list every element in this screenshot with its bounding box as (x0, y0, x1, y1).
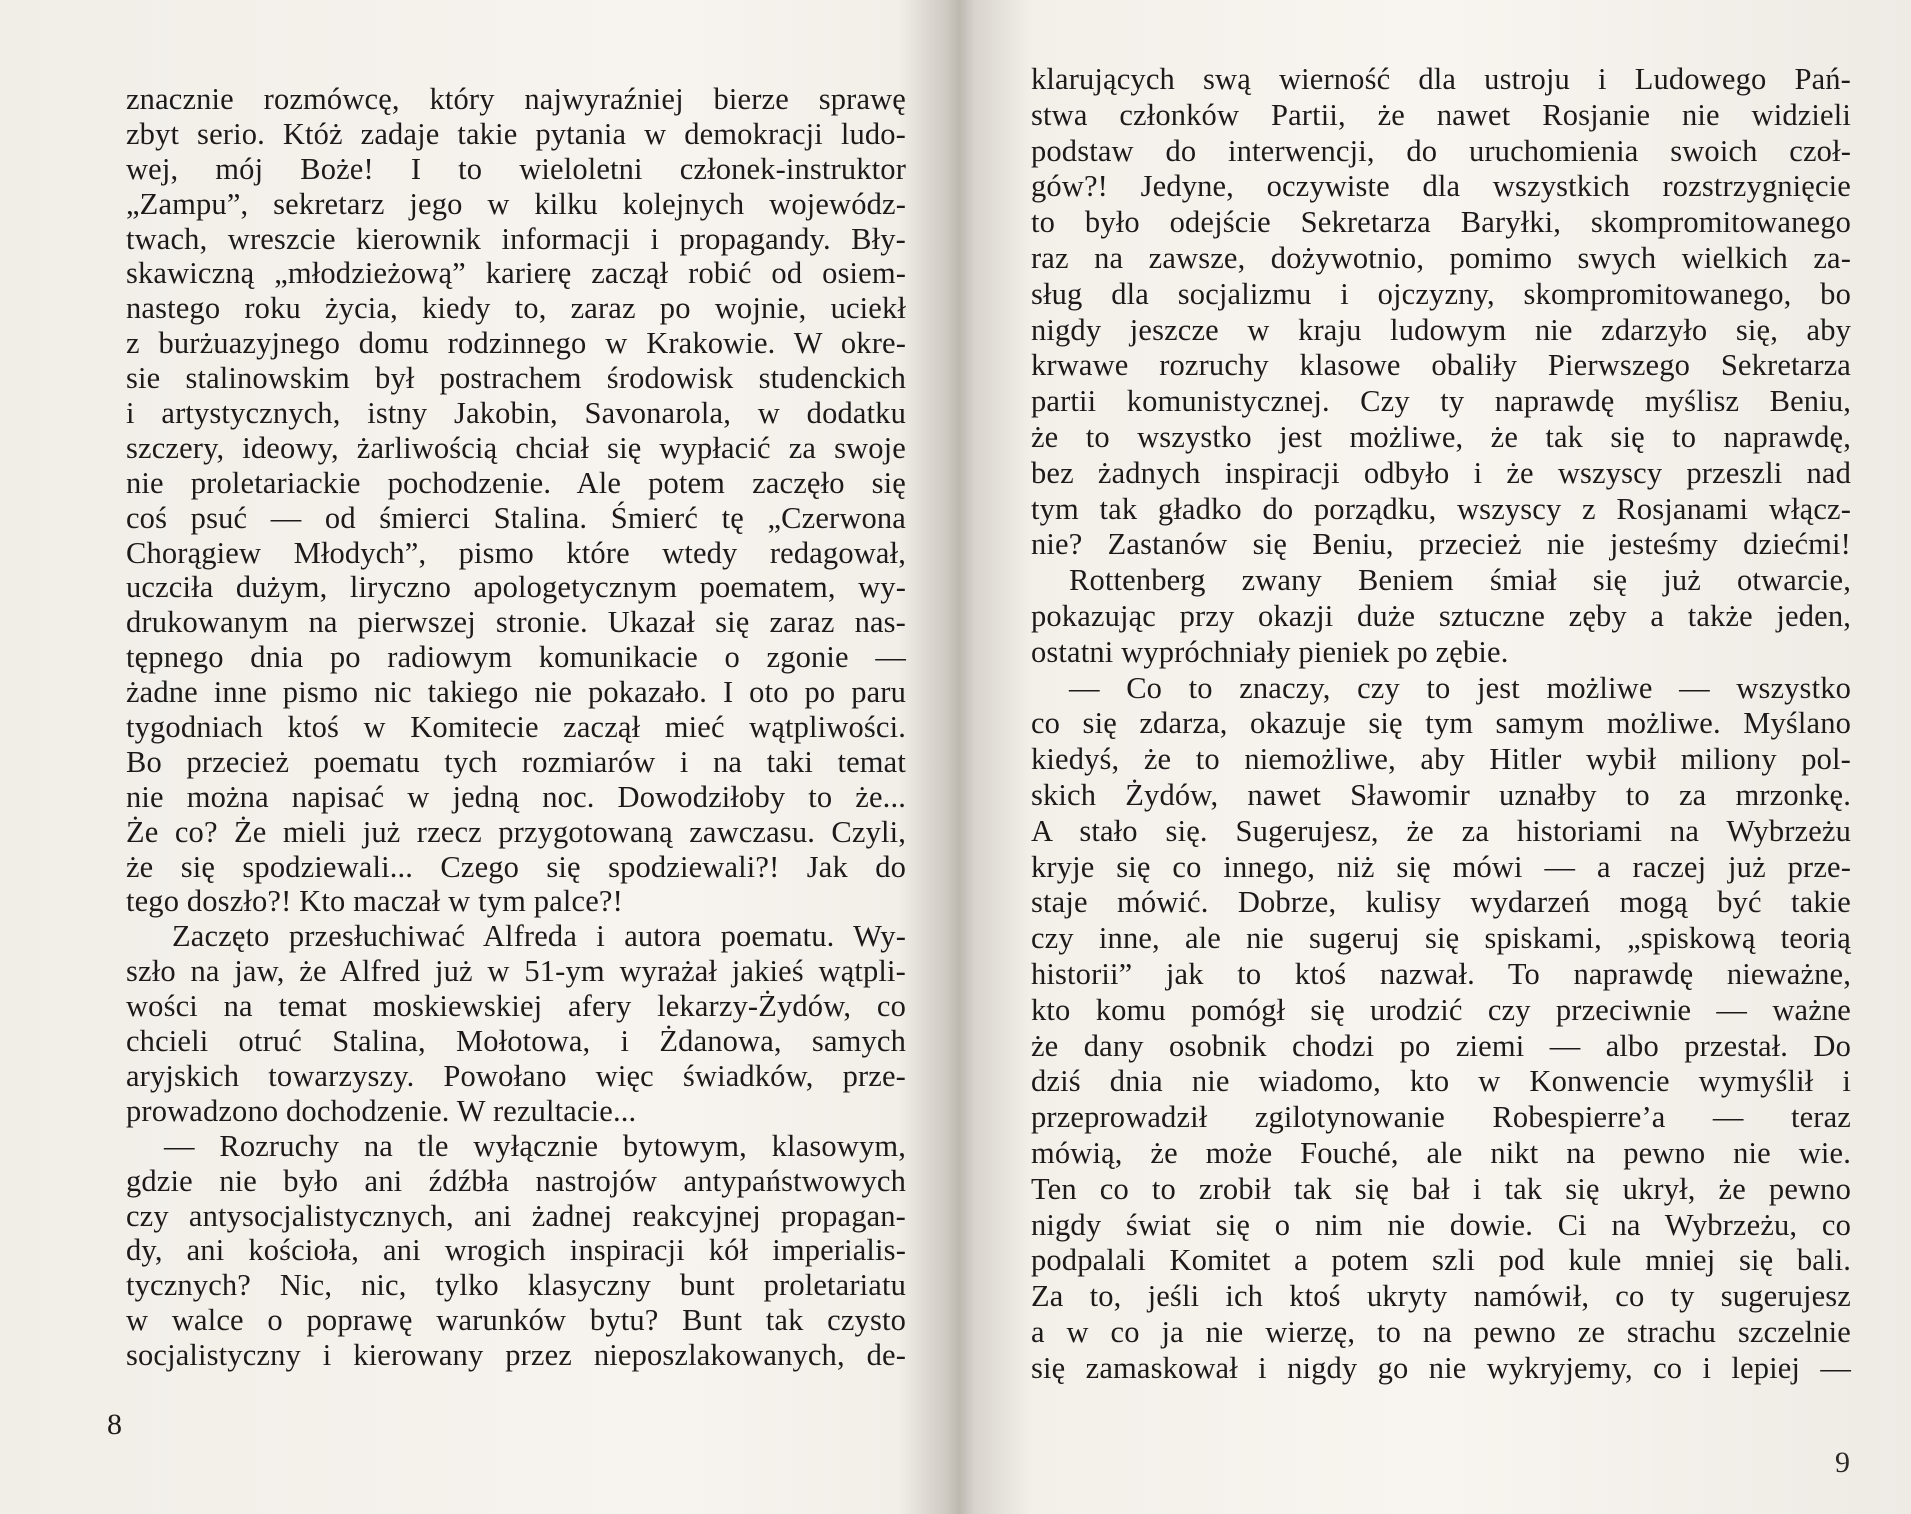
text-line: drukowanym na pierwszej stronie. Ukazał się zaraz nas- (126, 605, 906, 640)
text-line: co się zdarza, okazuje się tym samym możliwe. Myślano (1031, 706, 1851, 741)
text-line: kto komu pomógł się urodzić czy przeciwnie — ważne (1031, 992, 1851, 1027)
text-line: partii komunistycznej. Czy ty naprawdę myślisz Beniu, (1031, 384, 1851, 419)
page-number: 8 (107, 1408, 122, 1441)
text-line: skawiczną „młodzieżową” karierę zaczął robić od osiem- (126, 256, 906, 291)
text-line: w walce o poprawę warunków bytu? Bunt tak czysto (126, 1303, 906, 1338)
text-line: — Rozruchy na tle wyłącznie bytowym, klasowym, (164, 1128, 906, 1163)
text-line: skich Żydów, nawet Sławomir uznałby to za mrzonkę. (1031, 777, 1851, 812)
text-line: tygodniach ktoś w Komitecie zaczął mieć wątpliwości. (126, 710, 906, 745)
text-line: nie można napisać w jedną noc. Dowodziłoby to że... (126, 779, 906, 814)
text-line: coś psuć — od śmierci Stalina. Śmierć tę „Czerwona (126, 500, 906, 535)
text-line: twach, wreszcie kierownik informacji i propagandy. Bły- (126, 221, 906, 256)
text-line: się zamaskował i nigdy go nie wykryjemy, co i lepiej — (1031, 1350, 1851, 1385)
text-line: dy, ani kościoła, ani wrogich inspiracji kół imperialis- (126, 1233, 906, 1268)
text-line: dziś dnia nie wiadomo, kto w Konwencie wymyślił i (1031, 1064, 1851, 1099)
text-line: tym tak gładko do porządku, wszyscy z Rosjanami włącz- (1031, 491, 1851, 526)
text-line: sług dla socjalizmu i ojczyzny, skompromitowanego, bo (1031, 276, 1851, 311)
text-line: wości na temat moskiewskiej afery lekarzy-Żydów, co (126, 989, 906, 1024)
text-line: nie proletariackie pochodzenie. Ale potem zaczęło się (126, 465, 906, 500)
text-line: to było odejście Sekretarza Baryłki, skompromitowanego (1031, 205, 1851, 240)
text-line: — Co to znaczy, czy to jest możliwe — wszystko (1069, 670, 1851, 705)
page-number: 9 (1835, 1446, 1850, 1479)
text-line: A stało się. Sugerujesz, że za historiami na Wybrzeżu (1031, 813, 1851, 848)
text-line: bez żadnych inspiracji odbyło i że wszyscy przeszli nad (1031, 455, 1851, 490)
text-line: klarujących swą wierność dla ustroju i Ludowego Pań- (1031, 62, 1851, 96)
text-line: podpalali Komitet a potem szli pod kule mniej się bali. (1031, 1243, 1851, 1278)
text-line: sie stalinowskim był postrachem środowisk studenckich (126, 361, 906, 396)
text-line: stwa członków Partii, że nawet Rosjanie nie widzieli (1031, 97, 1851, 132)
text-line: „Zampu”, sekretarz jego w kilku kolejnych wojewódz- (126, 186, 906, 221)
text-line: tycznych? Nic, nic, tylko klasyczny bunt proletariatu (126, 1268, 906, 1303)
text-line: a w co ja nie wierzę, to na pewno ze strachu szczelnie (1031, 1314, 1851, 1349)
text-line: i artystycznych, istny Jakobin, Savonarola, w dodatku (126, 396, 906, 431)
text-line: tego doszło?! Kto maczał w tym palce?! (126, 884, 623, 919)
text-line: czy inne, ale nie sugeruj się spiskami, „spiskową teorią (1031, 921, 1851, 956)
text-line: historii” jak to ktoś nazwał. To naprawdę nieważne, (1031, 956, 1851, 991)
text-line: Zaczęto przesłuchiwać Alfreda i autora poematu. Wy- (172, 919, 906, 954)
text-line: chcieli otruć Stalina, Mołotowa, i Żdanowa, samych (126, 1024, 906, 1059)
text-line: czy antysocjalistycznych, ani żadnej reakcyjnej propagan- (126, 1198, 906, 1233)
text-line: podstaw do interwencji, do uruchomienia swoich czoł- (1031, 133, 1851, 168)
text-line: prowadzono dochodzenie. W rezultacie... (126, 1093, 637, 1128)
left-page-text (126, 82, 906, 1373)
text-line: szło na jaw, że Alfred już w 51-ym wyrażał jakieś wątpli- (126, 954, 906, 989)
right-page (955, 0, 1911, 1514)
text-line: kiedyś, że to niemożliwe, aby Hitler wybił miliony pol- (1031, 742, 1851, 777)
text-line: Rottenberg zwany Beniem śmiał się już otwarcie, (1069, 563, 1851, 598)
text-line: wej, mój Boże! I to wieloletni członek-instruktor (126, 151, 906, 186)
left-page (0, 0, 940, 1514)
text-line: aryjskich towarzyszy. Powołano więc świadków, prze- (126, 1058, 906, 1093)
text-line: socjalistyczny i kierowany przez nieposzlakowanych, de- (126, 1338, 906, 1373)
text-line: raz na zawsze, dożywotnio, pomimo swych wielkich za- (1031, 240, 1851, 275)
text-line: uczciła dużym, liryczno apologetycznym poematem, wy- (126, 570, 906, 605)
text-line: Ten co to zrobił tak się bał i tak się ukrył, że pewno (1031, 1171, 1851, 1206)
text-line: ostatni wypróchniały pieniek po zębie. (1031, 634, 1509, 669)
text-line: szczery, ideowy, żarliwością chciał się wypłacić za swoje (126, 430, 906, 465)
text-line: gdzie nie było ani źdźbła nastrojów antypaństwowych (126, 1163, 906, 1198)
text-line: pokazując przy okazji duże sztuczne zęby a także jeden, (1031, 598, 1851, 633)
text-line: Za to, jeśli ich ktoś ukryty namówił, co ty sugerujesz (1031, 1279, 1851, 1314)
text-line: nastego roku życia, kiedy to, zaraz po wojnie, uciekł (126, 291, 906, 326)
text-line: że to wszystko jest możliwe, że tak się to naprawdę, (1031, 419, 1851, 454)
text-line: żadne inne pismo nic takiego nie pokazało. I oto po paru (126, 675, 906, 710)
text-line: nigdy świat się o nim nie dowie. Ci na Wybrzeżu, co (1031, 1207, 1851, 1242)
text-line: nie? Zastanów się Beniu, przecież nie jesteśmy dziećmi! (1031, 527, 1851, 562)
text-line: krwawe rozruchy klasowe obaliły Pierwszego Sekretarza (1031, 348, 1851, 383)
text-line: że się spodziewali... Czego się spodziewali?! Jak do (126, 849, 906, 884)
text-line: tępnego dnia po radiowym komunikacie o zgonie — (126, 640, 906, 675)
text-line: przeprowadził zgilotynowanie Robespierre’a — teraz (1031, 1100, 1851, 1135)
text-line: mówią, że może Fouché, ale nikt na pewno nie wie. (1031, 1135, 1851, 1170)
text-line: gów?! Jedyne, oczywiste dla wszystkich rozstrzygnięcie (1031, 169, 1851, 204)
text-line: Że co? Że mieli już rzecz przygotowaną zawczasu. Czyli, (126, 814, 906, 849)
text-line: znacznie rozmówcę, który najwyraźniej bierze sprawę (126, 82, 906, 116)
text-line: Chorągiew Młodych”, pismo które wtedy redagował, (126, 535, 906, 570)
text-line: Bo przecież poematu tych rozmiarów i na taki temat (126, 744, 906, 779)
text-line: zbyt serio. Któż zadaje takie pytania w demokracji ludo- (126, 116, 906, 151)
text-line: że dany osobnik chodzi po ziemi — albo przestał. Do (1031, 1028, 1851, 1063)
text-line: staje mówić. Dobrze, kulisy wydarzeń mogą być takie (1031, 885, 1851, 920)
text-line: kryje się co innego, niż się mówi — a raczej już prze- (1031, 849, 1851, 884)
text-line: z burżuazyjnego domu rodzinnego w Krakowie. W okre- (126, 326, 906, 361)
right-page-text (1031, 62, 1851, 1386)
text-line: nigdy jeszcze w kraju ludowym nie zdarzyło się, aby (1031, 312, 1851, 347)
